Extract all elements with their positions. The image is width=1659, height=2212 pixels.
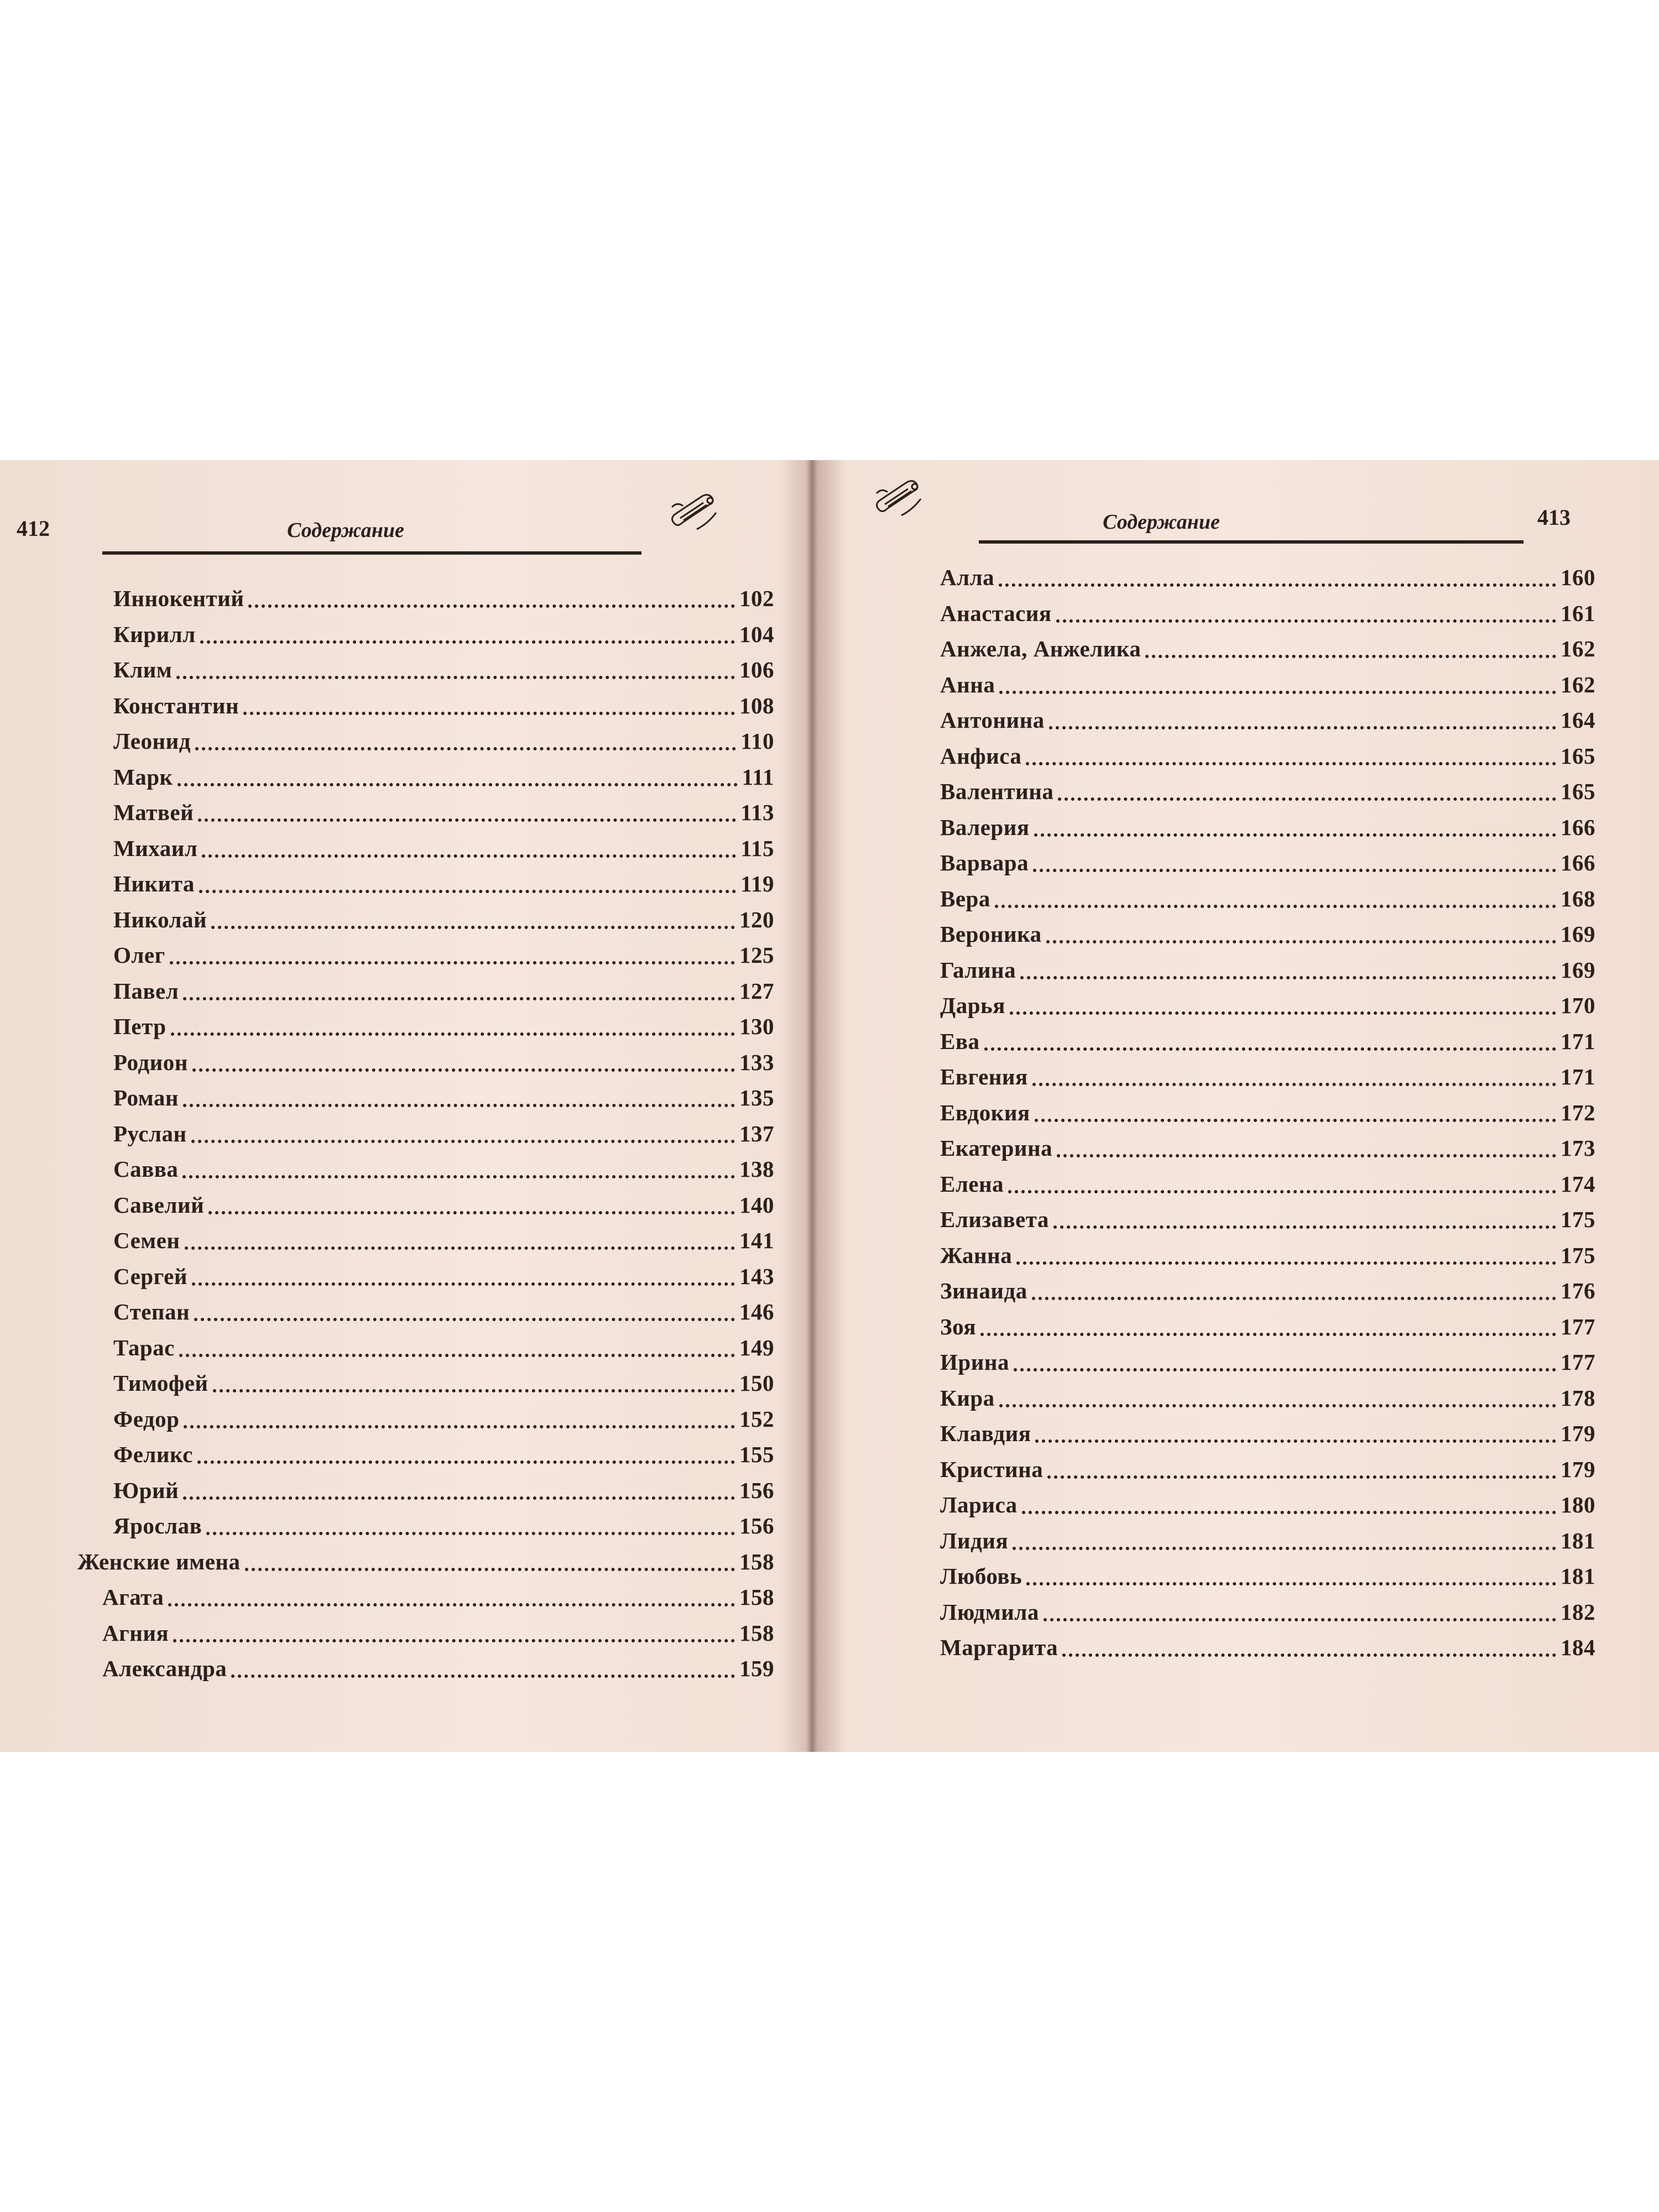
toc-entry-page: 166 [1561, 850, 1595, 876]
dot-leader [1033, 853, 1556, 872]
dot-leader [1058, 782, 1556, 801]
toc-entry [113, 1508, 774, 1544]
dot-leader [185, 1231, 735, 1250]
toc-entry [940, 1594, 1595, 1630]
toc-entry-page: 172 [1561, 1099, 1595, 1125]
dot-leader [1026, 747, 1556, 765]
toc-entry-page: 161 [1561, 600, 1595, 626]
toc-entry-name: Любовь [940, 1563, 1022, 1589]
header-rule [979, 540, 1524, 544]
toc-entry-name: Савелий [113, 1192, 205, 1218]
toc-entry-page: 108 [739, 692, 774, 718]
toc-entry-page: 159 [739, 1656, 774, 1682]
toc-entry [113, 1473, 774, 1509]
toc-entry-name: Кира [940, 1385, 995, 1411]
toc-entry-name: Жанна [940, 1242, 1013, 1268]
toc-entry-name: Кристина [940, 1456, 1044, 1482]
toc-entry-page: 146 [739, 1299, 774, 1325]
dot-leader [999, 568, 1556, 587]
dot-leader [182, 1160, 735, 1178]
toc-entry [102, 1579, 774, 1615]
dot-leader [168, 1588, 735, 1606]
toc-entry-page: 140 [739, 1192, 774, 1218]
dot-leader [1014, 1353, 1556, 1371]
toc-entry-page: 179 [1561, 1421, 1595, 1447]
toc-entry-name: Анастасия [940, 600, 1052, 626]
toc-entry [940, 631, 1595, 667]
toc-entry-name: Агния [102, 1620, 169, 1646]
toc-entry [113, 1151, 774, 1187]
dot-leader [171, 1017, 735, 1036]
toc-entry-page: 184 [1561, 1635, 1595, 1661]
dot-leader [1010, 996, 1556, 1015]
toc-entry-page: 135 [739, 1085, 774, 1111]
toc-entry-page: 102 [739, 586, 774, 612]
toc-entry-name: Лидия [940, 1527, 1009, 1553]
toc-entry-page: 113 [740, 800, 774, 826]
toc-entry-name: Дарья [940, 993, 1005, 1019]
dot-leader [199, 874, 736, 893]
toc-entry [940, 1130, 1595, 1166]
dot-leader [197, 1445, 735, 1464]
toc-entry [113, 652, 774, 688]
toc-entry-name: Клим [113, 657, 173, 683]
dot-leader [1022, 1495, 1556, 1514]
dot-leader [191, 1124, 735, 1143]
toc-entry-page: 169 [1561, 921, 1595, 947]
toc-entry-name: Савва [113, 1156, 179, 1182]
toc-entry-page: 115 [740, 835, 774, 861]
toc-entry [113, 617, 774, 653]
toc-entry-page: 174 [1561, 1171, 1595, 1197]
toc-entry-page: 158 [739, 1584, 774, 1610]
toc-entry [940, 1273, 1595, 1309]
dot-leader [195, 732, 736, 750]
toc-entry [940, 774, 1595, 810]
toc-entry [940, 1416, 1595, 1452]
toc-entry [102, 1615, 774, 1651]
toc-entry [940, 1630, 1595, 1666]
toc-entry-name: Елена [940, 1171, 1004, 1197]
toc-entry-page: 162 [1561, 636, 1595, 662]
toc-entry [113, 1437, 774, 1473]
table-of-contents-right [940, 560, 1595, 1666]
toc-entry-page: 160 [1561, 565, 1595, 591]
toc-entry-page: 130 [739, 1014, 774, 1040]
toc-entry [113, 1365, 774, 1401]
toc-entry [113, 1116, 774, 1152]
toc-entry-name: Александра [102, 1656, 227, 1682]
running-head: Содержание [1103, 510, 1220, 534]
toc-entry-page: 127 [739, 978, 774, 1004]
dot-leader [984, 1032, 1557, 1051]
toc-entry-name: Константин [113, 692, 239, 718]
toc-entry-name: Вера [940, 885, 990, 911]
toc-entry [940, 1558, 1595, 1594]
toc-entry [113, 937, 774, 973]
dot-leader [170, 946, 735, 964]
book-spread [0, 460, 1659, 1752]
toc-entry-page: 141 [739, 1228, 774, 1254]
toc-entry [113, 973, 774, 1009]
dot-leader [995, 889, 1556, 908]
toc-entry [940, 845, 1595, 881]
toc-entry-page: 106 [739, 657, 774, 683]
toc-entry-page: 181 [1561, 1527, 1595, 1553]
dot-leader [1145, 639, 1556, 658]
dot-leader [198, 803, 736, 822]
toc-entry-name: Петр [113, 1014, 166, 1040]
dot-leader [176, 660, 735, 679]
page-number: 413 [1537, 505, 1571, 530]
scroll-quill-icon [868, 471, 929, 521]
toc-entry-name: Степан [113, 1299, 190, 1325]
toc-entry [113, 581, 774, 617]
toc-entry-page: 104 [739, 621, 774, 647]
toc-entry-page: 173 [1561, 1135, 1595, 1161]
toc-entry-name: Анфиса [940, 743, 1022, 769]
toc-entry-name: Марк [113, 764, 173, 790]
toc-entry-name: Алла [940, 565, 995, 591]
toc-entry-page: 125 [739, 942, 774, 968]
toc-entry [113, 759, 774, 795]
dot-leader [1044, 1603, 1556, 1621]
toc-entry-page: 177 [1561, 1349, 1595, 1375]
dot-leader [192, 1267, 735, 1286]
toc-entry-page: 166 [1561, 814, 1595, 840]
dot-leader [213, 1374, 735, 1392]
toc-entry-name: Антонина [940, 707, 1045, 733]
toc-entry-page: 164 [1561, 707, 1595, 733]
toc-entry-name: Николай [113, 906, 207, 932]
dot-leader [999, 1389, 1556, 1407]
toc-entry-page: 175 [1561, 1207, 1595, 1233]
toc-entry-page: 158 [739, 1620, 774, 1646]
toc-entry [940, 667, 1595, 703]
toc-entry [940, 1202, 1595, 1238]
dot-leader [248, 589, 735, 608]
toc-entry [940, 1380, 1595, 1416]
toc-entry [113, 902, 774, 938]
toc-entry-name: Ева [940, 1028, 980, 1054]
toc-entry-page: 155 [739, 1442, 774, 1468]
toc-entry-name: Родион [113, 1049, 188, 1075]
dot-leader [173, 1624, 735, 1642]
toc-entry [940, 952, 1595, 988]
dot-leader [1035, 1103, 1556, 1122]
toc-entry-name: Павел [113, 978, 179, 1004]
toc-entry-page: 156 [739, 1477, 774, 1503]
toc-entry-page: 171 [1561, 1028, 1595, 1054]
toc-entry-name: Феликс [113, 1442, 193, 1468]
dot-leader [1049, 711, 1556, 729]
toc-entry-name: Елизавета [940, 1207, 1049, 1233]
dot-leader [980, 1317, 1556, 1336]
toc-entry-name: Анна [940, 671, 995, 697]
left-page [0, 460, 810, 1752]
dot-leader [1062, 1638, 1556, 1657]
toc-entry-name: Руслан [113, 1120, 187, 1146]
dot-leader [211, 910, 735, 929]
toc-entry-page: 137 [739, 1120, 774, 1146]
dot-leader [1053, 1210, 1556, 1229]
toc-entry [940, 1344, 1595, 1380]
dot-leader [1020, 961, 1556, 979]
dot-leader [194, 1302, 735, 1321]
toc-entry-name: Клавдия [940, 1421, 1031, 1447]
toc-entry-page: 143 [739, 1263, 774, 1289]
page-number: 412 [17, 516, 50, 541]
dot-leader [1056, 604, 1556, 623]
toc-entry-name: Леонид [113, 728, 191, 754]
toc-entry-name: Сергей [113, 1263, 188, 1289]
toc-entry [113, 688, 774, 724]
toc-entry-name: Юрий [113, 1477, 179, 1503]
toc-entry-page: 171 [1561, 1064, 1595, 1090]
toc-entry-name: Агата [102, 1584, 164, 1610]
toc-entry [113, 795, 774, 831]
toc-entry-name: Екатерина [940, 1135, 1053, 1161]
toc-entry-name: Женские имена [77, 1548, 241, 1574]
dot-leader [179, 1338, 735, 1357]
toc-entry [113, 831, 774, 867]
toc-entry-name: Тарас [113, 1334, 175, 1360]
toc-entry-name: Евгения [940, 1064, 1028, 1090]
dot-leader [206, 1516, 735, 1535]
dot-leader [1016, 1246, 1556, 1265]
toc-entry-name: Никита [113, 871, 195, 897]
toc-entry-name: Семен [113, 1228, 180, 1254]
dot-leader [243, 696, 735, 715]
scroll-quill-icon [664, 485, 724, 535]
toc-entry-name: Роман [113, 1085, 179, 1111]
header-rule [102, 551, 641, 555]
toc-entry-page: 156 [739, 1513, 774, 1539]
toc-entry-name: Галина [940, 957, 1016, 983]
dot-leader [1032, 1067, 1556, 1086]
toc-entry [113, 1009, 774, 1045]
toc-entry-page: 181 [1561, 1563, 1595, 1589]
toc-entry-page: 180 [1561, 1492, 1595, 1518]
toc-entry-name: Вероника [940, 921, 1042, 947]
toc-entry-name: Тимофей [113, 1370, 208, 1396]
toc-entry-page: 119 [740, 871, 774, 897]
toc-entry [940, 1238, 1595, 1274]
toc-entry-page: 158 [739, 1548, 774, 1574]
toc-entry [940, 738, 1595, 774]
toc-entry [113, 1223, 774, 1259]
toc-entry-page: 169 [1561, 957, 1595, 983]
toc-entry-name: Олег [113, 942, 165, 968]
dot-leader [1035, 1424, 1556, 1443]
toc-entry-page: 179 [1561, 1456, 1595, 1482]
table-of-contents-left [77, 581, 774, 1687]
toc-entry-page: 165 [1561, 743, 1595, 769]
toc-entry-page: 170 [1561, 993, 1595, 1019]
dot-leader [200, 625, 735, 644]
dot-leader [1046, 925, 1556, 943]
dot-leader [178, 768, 738, 786]
toc-entry-name: Зинаида [940, 1278, 1027, 1304]
dot-leader [1008, 1175, 1556, 1193]
toc-entry-name: Валерия [940, 814, 1030, 840]
toc-entry-name: Варвара [940, 850, 1029, 876]
toc-entry-page: 110 [740, 728, 774, 754]
toc-entry [113, 1259, 774, 1295]
toc-entry [940, 560, 1595, 596]
toc-entry-page: 152 [739, 1406, 774, 1432]
toc-entry [940, 1523, 1595, 1559]
toc-entry [113, 866, 774, 902]
dot-leader [245, 1552, 735, 1571]
toc-entry [113, 1401, 774, 1437]
toc-entry-name: Иннокентий [113, 586, 244, 612]
toc-entry-page: 168 [1561, 885, 1595, 911]
toc-entry-page: 162 [1561, 671, 1595, 697]
toc-entry [940, 810, 1595, 846]
toc-entry-page: 149 [739, 1334, 774, 1360]
toc-entry-name: Михаил [113, 835, 198, 861]
toc-entry-name: Валентина [940, 779, 1054, 805]
toc-entry-page: 175 [1561, 1242, 1595, 1268]
dot-leader [1026, 1567, 1556, 1585]
dot-leader [208, 1196, 735, 1214]
toc-entry-name: Людмила [940, 1599, 1039, 1625]
toc-entry [940, 1095, 1595, 1131]
toc-entry-name: Зоя [940, 1313, 977, 1339]
right-page [813, 460, 1659, 1752]
dot-leader [1047, 1460, 1556, 1479]
toc-entry [113, 1294, 774, 1330]
toc-entry-name: Лариса [940, 1492, 1018, 1518]
dot-leader [1034, 818, 1556, 837]
toc-entry [940, 1487, 1595, 1523]
toc-entry-name: Евдокия [940, 1099, 1030, 1125]
toc-entry-page: 165 [1561, 779, 1595, 805]
toc-entry-page: 178 [1561, 1385, 1595, 1411]
toc-entry-name: Ирина [940, 1349, 1009, 1375]
dot-leader [1057, 1139, 1556, 1157]
toc-entry [940, 988, 1595, 1024]
dot-leader [184, 1410, 735, 1428]
toc-entry [940, 916, 1595, 952]
toc-entry [940, 881, 1595, 917]
toc-entry [113, 1080, 774, 1116]
toc-entry-page: 182 [1561, 1599, 1595, 1625]
toc-entry [940, 1059, 1595, 1095]
dot-leader [999, 675, 1556, 694]
dot-leader [1013, 1531, 1556, 1550]
dot-leader [183, 1481, 735, 1500]
toc-entry [940, 596, 1595, 632]
dot-leader [192, 1053, 735, 1072]
toc-entry-name: Матвей [113, 800, 194, 826]
toc-entry [113, 1330, 774, 1366]
toc-entry-name: Анжела, Анжелика [940, 636, 1141, 662]
running-head: Содержание [287, 519, 404, 542]
toc-entry-page: 177 [1561, 1313, 1595, 1339]
toc-entry [940, 1452, 1595, 1488]
toc-entry [113, 723, 774, 759]
toc-entry-name: Ярослав [113, 1513, 202, 1539]
toc-entry [77, 1544, 774, 1580]
toc-entry-page: 120 [739, 906, 774, 932]
toc-entry [102, 1651, 774, 1687]
dot-leader [231, 1659, 735, 1678]
toc-entry-name: Кирилл [113, 621, 196, 647]
toc-entry [940, 1166, 1595, 1202]
toc-entry-page: 111 [742, 764, 774, 790]
toc-entry-name: Федор [113, 1406, 180, 1432]
toc-entry [940, 1024, 1595, 1060]
dot-leader [183, 982, 735, 1000]
toc-entry [940, 1309, 1595, 1345]
toc-entry-page: 133 [739, 1049, 774, 1075]
toc-entry [113, 1187, 774, 1223]
toc-entry-page: 150 [739, 1370, 774, 1396]
toc-entry [940, 702, 1595, 738]
dot-leader [183, 1088, 735, 1107]
toc-entry-name: Маргарита [940, 1635, 1058, 1661]
dot-leader [202, 839, 736, 858]
toc-entry-page: 176 [1561, 1278, 1595, 1304]
toc-entry-page: 138 [739, 1156, 774, 1182]
dot-leader [1032, 1281, 1556, 1300]
toc-entry [113, 1045, 774, 1081]
